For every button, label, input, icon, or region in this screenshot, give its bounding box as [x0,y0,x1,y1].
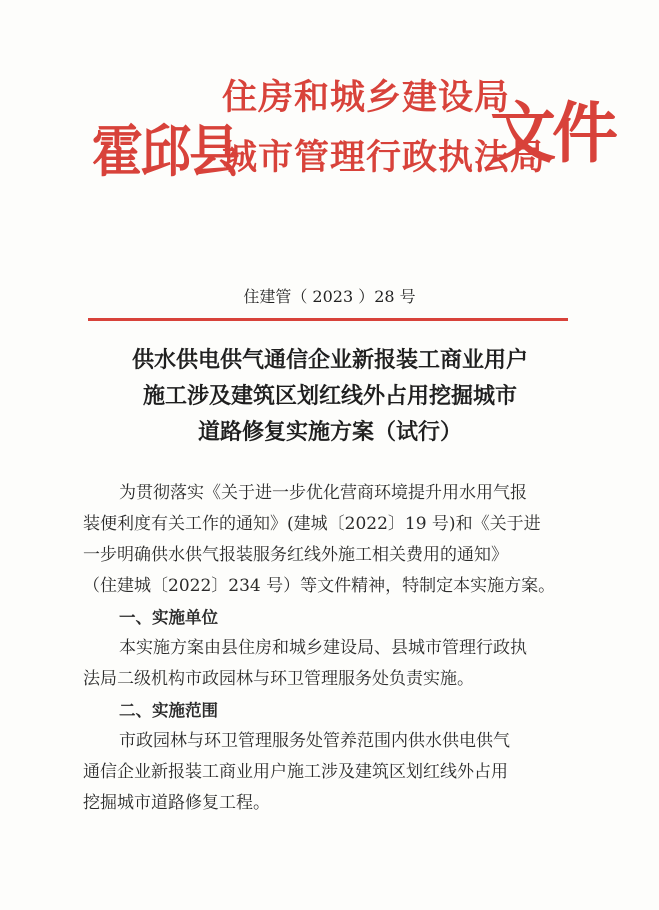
paragraph-line: 挖掘城市道路修复工程。 [83,793,270,813]
paragraph-line: 为贯彻落实《关于进一步优化营商环境提升用水用气报 [119,483,527,503]
masthead [0,50,659,200]
title-line-1: 供水供电供气通信企业新报装工商业用户 [131,347,528,373]
department-line-1: 住房和城乡建设局 [222,77,511,118]
county-name: 霍邱县 [92,119,238,185]
section-heading-2: 二、实施范围 [119,701,218,720]
paragraph-line: 本实施方案由县住房和城乡建设局、县城市管理行政执 [119,638,527,658]
paragraph-line: 通信企业新报装工商业用户施工涉及建筑区划红线外占用 [83,762,508,782]
section-heading-1: 一、实施单位 [119,608,218,627]
paragraph-line: 装便利度有关工作的通知》(建城〔2022〕19 号)和《关于进 [83,514,541,534]
department-line-2: 城市管理行政执法局 [222,137,547,178]
document-number: 住建管（ 2023 ）28 号 [243,287,416,306]
document-title [60,342,600,450]
document-type: 文件 [490,94,614,172]
title-line-2: 施工涉及建筑区划红线外占用挖掘城市 [142,383,517,409]
paragraph-line: 一步明确供水供气报装服务红线外施工相关费用的通知》 [83,545,508,565]
document-body [83,478,575,819]
paragraph-line: （住建城〔2022〕234 号）等文件精神，特制定本实施方案。 [83,576,556,596]
paragraph-line: 法局二级机构市政园林与环卫管理服务处负责实施。 [83,669,474,689]
title-line-3: 道路修复实施方案（试行） [197,419,462,445]
red-divider [88,318,568,321]
paragraph-line: 市政园林与环卫管理服务处管养范围内供水供电供气 [119,731,510,751]
